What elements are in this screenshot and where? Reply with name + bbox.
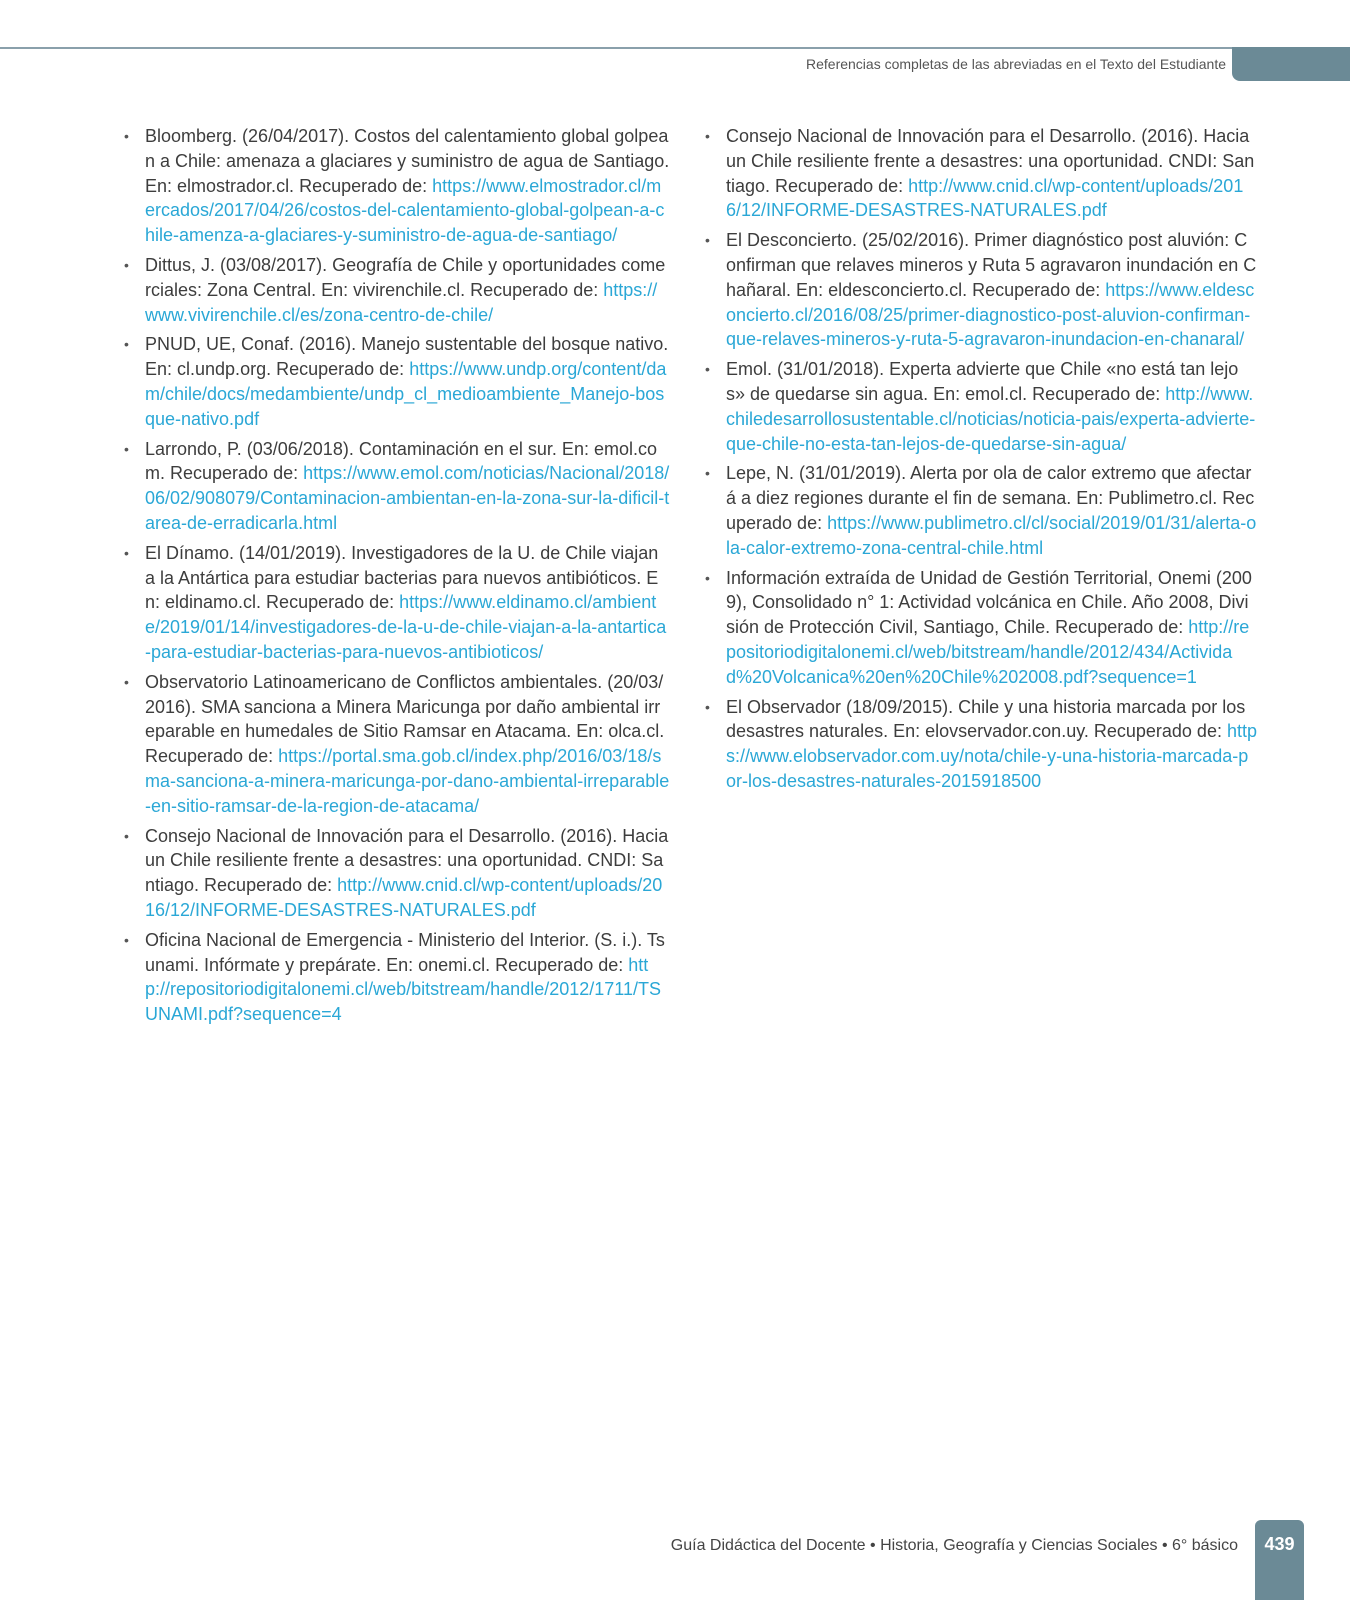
running-header: Referencias completas de las abreviadas en el Texto del Estudiante	[806, 56, 1226, 72]
reference-link[interactable]: https://www.emol.com/noticias/Nacional/2018/06/02/908079/Contaminacion-ambientan-en-la-zona-sur-la-dificil-tarea-de-erradicarla.html	[145, 463, 670, 533]
reference-link[interactable]: https://www.elmostrador.cl/mercados/2017/04/26/costos-del-calentamiento-global-golpean-a-chile-amenza-a-glaciares-y-suministro-de-agua-de-santiago/	[145, 175, 665, 246]
page-number: 439	[1264, 1534, 1295, 1554]
reference-item	[124, 541, 670, 665]
reference-link[interactable]: https://www.publimetro.cl/cl/social/2019/01/31/alerta-ola-calor-extremo-zona-central-chile.html	[726, 512, 1257, 558]
page-number-tab	[1255, 1520, 1304, 1600]
reference-link[interactable]: http://repositoriodigitalonemi.cl/web/bitstream/handle/2012/1711/TSUNAMI.pdf?sequence=4	[145, 954, 661, 1025]
reference-item	[124, 824, 670, 923]
reference-item	[705, 566, 1257, 690]
reference-text: Lepe, N. (31/01/2019). Alerta por ola de calor extremo que afectará a diez regiones durante el fin de semana. En: Publimetro.cl. Recuperado de:	[726, 463, 1255, 533]
header-rule	[0, 47, 1350, 49]
reference-item	[124, 928, 670, 1027]
reference-link[interactable]: http://www.cnid.cl/wp-content/uploads/2016/12/INFORME-DESASTRES-NATURALES.pdf	[726, 175, 1244, 221]
reference-item	[705, 695, 1257, 794]
reference-link[interactable]: http://repositoriodigitalonemi.cl/web/bitstream/handle/2012/434/Actividad%20Volcanica%20en%20Chile%202008.pdf?sequence=1	[726, 617, 1250, 687]
reference-list-right	[705, 124, 1257, 794]
reference-item	[705, 124, 1257, 223]
reference-text: Información extraída de Unidad de Gestión Territorial, Onemi (2009), Consolidado n° 1: Actividad volcánica en Chile. Año 2008, División de Protección Civil, Santiago, Chile. Recuperado de:	[726, 567, 1252, 638]
left-column	[124, 124, 670, 1032]
reference-text: Larrondo, P. (03/06/2018). Contaminación en el sur. En: emol.com. Recuperado de:	[145, 438, 657, 484]
reference-link[interactable]: https://www.vivirenchile.cl/es/zona-centro-de-chile/	[145, 279, 658, 325]
reference-item	[124, 437, 670, 536]
reference-text: Dittus, J. (03/08/2017). Geografía de Chile y oportunidades comerciales: Zona Central. En: vivirenchile.cl. Recuperado de:	[145, 254, 666, 300]
reference-text: Emol. (31/01/2018). Experta advierte que Chile «no está tan lejos» de quedarse sin agua. En: emol.cl. Recuperado de:	[726, 359, 1239, 404]
reference-link[interactable]: https://www.elobservador.com.uy/nota/chile-y-una-historia-marcada-por-los-desastres-naturales-2015918500	[726, 721, 1257, 791]
reference-item	[124, 332, 670, 431]
reference-text: Consejo Nacional de Innovación para el Desarrollo. (2016). Hacia un Chile resiliente frente a desastres: una oportunidad. CNDI: Santiago. Recuperado de:	[726, 126, 1255, 196]
right-column	[705, 124, 1257, 799]
reference-link[interactable]: https://www.undp.org/content/dam/chile/docs/medambiente/undp_cl_medioambiente_Manejo-bosque-nativo.pdf	[145, 359, 667, 429]
reference-text: El Desconcierto. (25/02/2016). Primer diagnóstico post aluvión: Confirman que relaves mineros y Ruta 5 agravaron inundación en Chañaral. En: eldesconcierto.cl. Recuperado de:	[726, 230, 1257, 300]
reference-link[interactable]: http://www.chiledesarrollosustentable.cl/noticias/noticia-pais/experta-advierte-que-chile-no-esta-tan-lejos-de-quedarse-sin-agua/	[726, 383, 1256, 454]
reference-item	[705, 228, 1257, 352]
reference-item	[705, 461, 1257, 560]
reference-text: Consejo Nacional de Innovación para el Desarrollo. (2016). Hacia un Chile resiliente frente a desastres: una oportunidad. CNDI: Santiago. Recuperado de:	[145, 825, 669, 896]
running-footer: Guía Didáctica del Docente • Historia, Geografía y Ciencias Sociales • 6° básico	[670, 1537, 1238, 1554]
header-tab	[1232, 47, 1350, 81]
reference-link[interactable]: https://portal.sma.gob.cl/index.php/2016/03/18/sma-sanciona-a-minera-maricunga-por-dano-ambiental-irreparable-en-sitio-ramsar-de-la-region-de-atacama/	[145, 746, 670, 816]
reference-link[interactable]: http://www.cnid.cl/wp-content/uploads/2016/12/INFORME-DESASTRES-NATURALES.pdf	[145, 875, 663, 920]
reference-list-left	[124, 124, 670, 1027]
reference-text: El Dínamo. (14/01/2019). Investigadores de la U. de Chile viajan a la Antártica para estudiar bacterias para nuevos antibióticos. En: eldinamo.cl. Recuperado de:	[145, 542, 659, 613]
reference-text: Observatorio Latinoamericano de Conflictos ambientales. (20/03/ 2016). SMA sanciona a Minera Maricunga por daño ambiental irreparable en humedales de Sitio Ramsar en Atacama. En: olca.cl. Recuperado de:	[145, 671, 665, 767]
reference-item	[705, 357, 1257, 456]
reference-text: PNUD, UE, Conaf. (2016). Manejo sustentable del bosque nativo. En: cl.undp.org. Recuperado de:	[145, 334, 669, 380]
reference-text: El Observador (18/09/2015). Chile y una historia marcada por los desastres naturales. En: elovservador.con.uy. Recuperado de:	[726, 696, 1246, 742]
reference-item	[124, 253, 670, 327]
reference-link[interactable]: https://www.eldesconcierto.cl/2016/08/25/primer-diagnostico-post-aluvion-confirman-que-relaves-mineros-y-ruta-5-agravaron-inundacion-en-chanaral/	[726, 279, 1255, 350]
reference-text: Oficina Nacional de Emergencia - Ministerio del Interior. (S. i.). Tsunami. Infórmate y prepárate. En: onemi.cl. Recuperado de:	[145, 929, 665, 975]
reference-link[interactable]: https://www.eldinamo.cl/ambiente/2019/01/14/investigadores-de-la-u-de-chile-viajan-a-la-antartica-para-estudiar-bacterias-para-nuevos-antibioticos/	[145, 592, 667, 662]
reference-item	[124, 670, 670, 819]
reference-item	[124, 124, 670, 248]
reference-text: Bloomberg. (26/04/2017). Costos del calentamiento global golpean a Chile: amenaza a glaciares y suministro de agua de Santiago. En: elmostrador.cl. Recuperado de:	[145, 126, 670, 196]
